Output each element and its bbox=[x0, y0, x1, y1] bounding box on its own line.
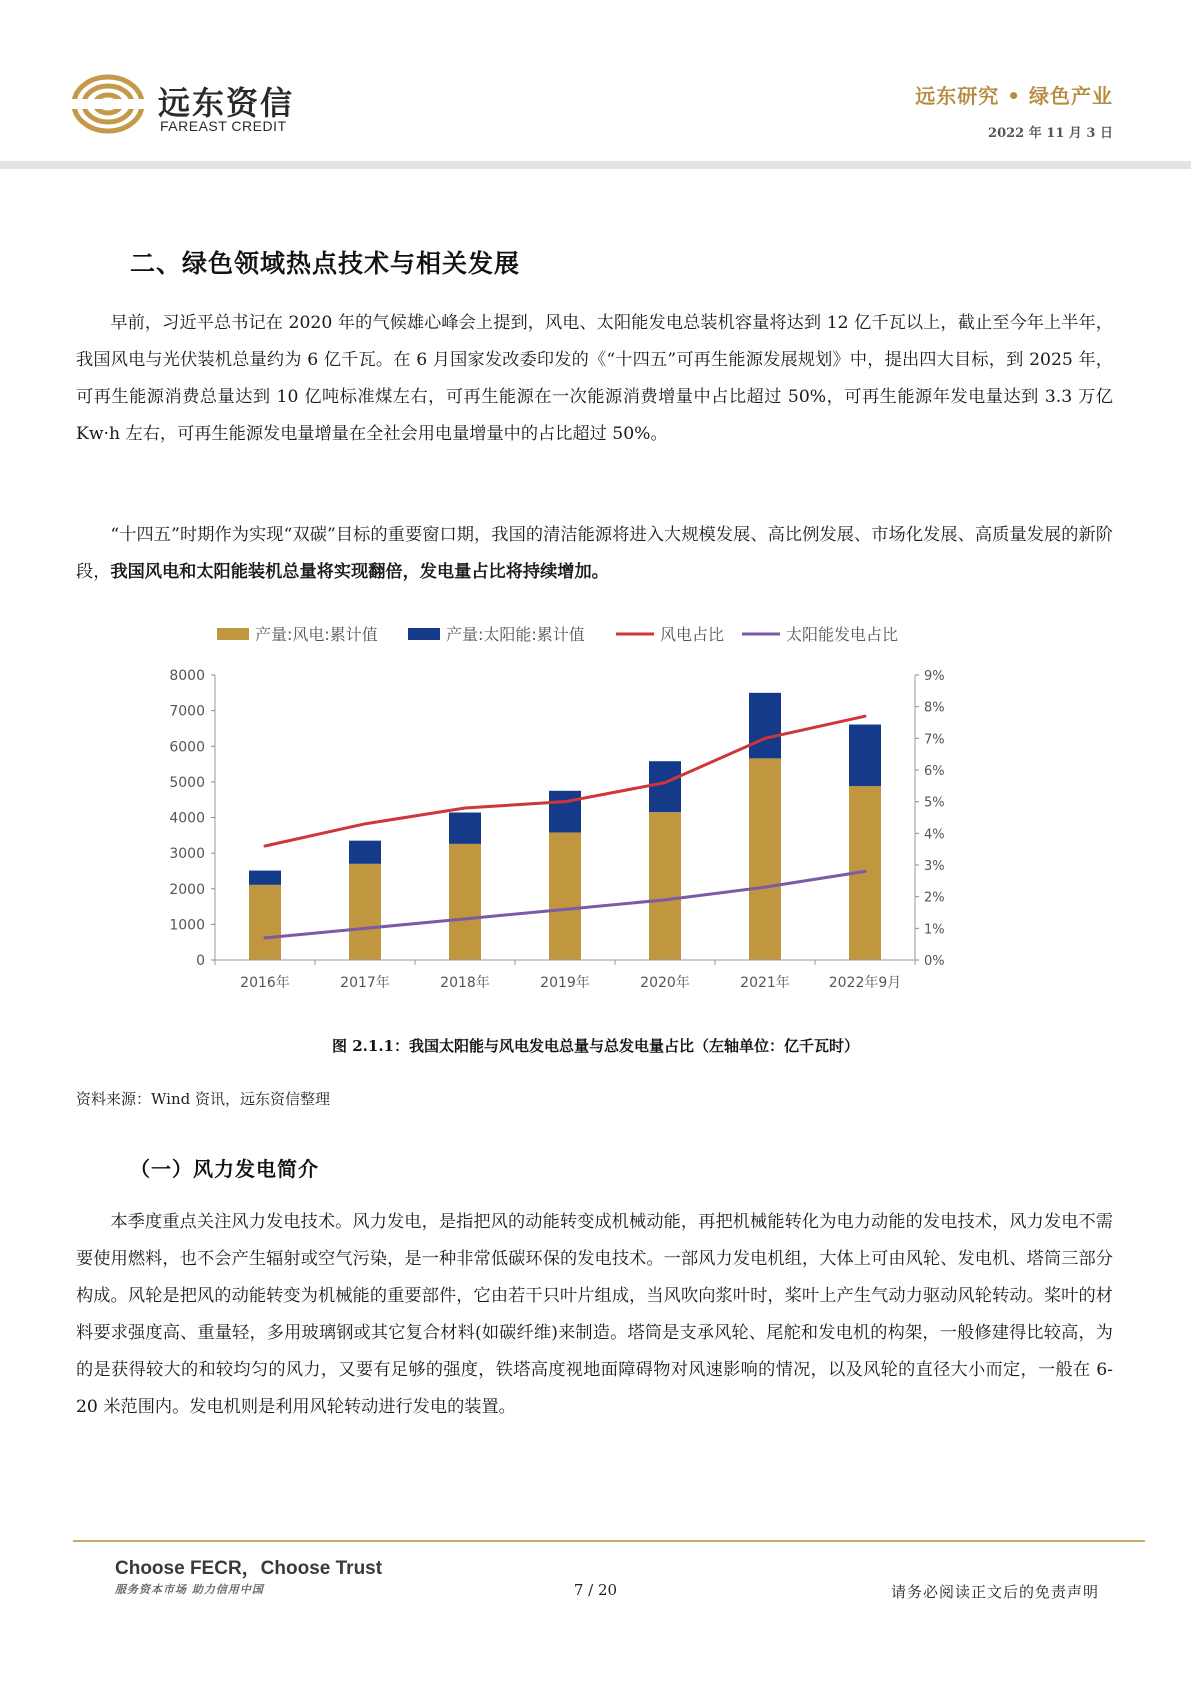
legend-swatch bbox=[408, 628, 440, 640]
paragraph-fourteenth-plan bbox=[76, 517, 1113, 591]
x-tick-label: 2017年 bbox=[340, 975, 390, 991]
y-tick-label: 8000 bbox=[169, 668, 205, 684]
footer-divider bbox=[73, 1540, 1145, 1542]
section-title: 二、绿色领域热点技术与相关发展 bbox=[130, 249, 521, 278]
x-tick-label: 2019年 bbox=[540, 975, 590, 991]
legend-label: 产量:风电:累计值 bbox=[255, 625, 378, 644]
report-series-title: 远东研究 • 绿色产业 bbox=[915, 84, 1113, 108]
y-tick-label: 1000 bbox=[169, 917, 205, 934]
x-tick-label: 2016年 bbox=[240, 975, 290, 991]
y2-tick-label: 7% bbox=[924, 732, 945, 748]
brand-name-en: FAREAST CREDIT bbox=[160, 118, 287, 134]
y2-tick-label: 1% bbox=[924, 922, 945, 938]
y-tick-label: 2000 bbox=[169, 881, 205, 898]
y2-tick-label: 4% bbox=[924, 827, 945, 843]
y2-tick-label: 0% bbox=[924, 954, 945, 969]
footer-slogan: Choose FECR，Choose Trust bbox=[115, 1558, 383, 1579]
bar bbox=[649, 812, 681, 960]
bar bbox=[449, 813, 481, 844]
bar bbox=[549, 791, 581, 833]
paragraph-text: “十四五”时期作为实现“双碳”目标的重要窗口期，我国的清洁能源将进入大规模发展、高比例发展、市场化发展、高质量发展的新阶段， bbox=[76, 525, 1113, 582]
figure-source: 资料来源：Wind 资讯，远东资信整理 bbox=[76, 1090, 330, 1108]
bar bbox=[249, 871, 281, 885]
legend-label: 风电占比 bbox=[660, 625, 725, 644]
bar bbox=[349, 864, 381, 960]
bar bbox=[849, 725, 881, 787]
y-tick-label: 6000 bbox=[169, 739, 205, 756]
bar bbox=[449, 844, 481, 960]
bar bbox=[349, 841, 381, 864]
x-tick-label: 2018年 bbox=[440, 975, 490, 991]
bar bbox=[249, 885, 281, 960]
x-tick-label: 2021年 bbox=[740, 975, 790, 991]
page-number: 7 / 20 bbox=[573, 1581, 618, 1599]
y2-tick-label: 3% bbox=[924, 859, 945, 874]
header-divider bbox=[0, 161, 1191, 169]
bar bbox=[749, 758, 781, 960]
paragraph-intro: 早前，习近平总书记在 2020 年的气候雄心峰会上提到，风电、太阳能发电总装机容量将达到 12 亿千瓦以上，截止至今年上半年，我国风电与光伏装机总量约为 6 亿千瓦。在 6 月国家发改委印发的《“十四五”可再生能源发展规划》中，提出四大目标，到 2025 年，可再生能源消费总量达到 10 亿吨标准煤左右，可再生能源在一次能源消费增量中占比超过 50%，可再生能源年发电量达到 3.3 万亿 Kw·h 左右，可再生能源发电量增量在全社会用电量增量中的占比超过 50%。 bbox=[76, 313, 1113, 444]
x-tick-label: 2020年 bbox=[640, 975, 690, 991]
y2-tick-label: 9% bbox=[924, 669, 945, 684]
bar bbox=[749, 693, 781, 759]
y-tick-label: 3000 bbox=[169, 846, 205, 863]
legend-label: 太阳能发电占比 bbox=[786, 625, 899, 644]
y-tick-label: 4000 bbox=[169, 810, 205, 827]
report-date: 2022 年 11 月 3 日 bbox=[988, 126, 1113, 141]
y2-tick-label: 5% bbox=[924, 795, 945, 811]
y2-tick-label: 2% bbox=[924, 890, 945, 906]
y-tick-label: 5000 bbox=[169, 774, 205, 791]
subsection-title: （一）风力发电简介 bbox=[130, 1157, 319, 1181]
x-tick-label: 2022年9月 bbox=[828, 975, 902, 991]
y-tick-label: 7000 bbox=[169, 703, 205, 720]
figure-caption: 图 2.1.1：我国太阳能与风电发电总量与总发电量占比（左轴单位：亿千瓦时） bbox=[332, 1037, 859, 1055]
y2-tick-label: 6% bbox=[924, 764, 945, 779]
wind-solar-generation-chart bbox=[160, 615, 1040, 1020]
legend-swatch bbox=[217, 628, 249, 640]
paragraph-bold-conclusion: 我国风电和太阳能装机总量将实现翻倍，发电量占比将持续增加。 bbox=[110, 562, 609, 582]
legend-label: 产量:太阳能:累计值 bbox=[446, 625, 585, 644]
footer-subslogan: 服务资本市场 助力信用中国 bbox=[115, 1583, 264, 1596]
y2-tick-label: 8% bbox=[924, 700, 945, 716]
paragraph-wind-power: 本季度重点关注风力发电技术。风力发电，是指把风的动能转变成机械动能，再把机械能转化为电力动能的发电技术，风力发电不需要使用燃料，也不会产生辐射或空气污染，是一种非常低碳环保的发电技术。一部风力发电机组，大体上可由风轮、发电机、塔筒三部分构成。风轮是把风的动能转变为机械能的重要部件，它由若干只叶片组成，当风吹向浆叶时，桨叶上产生气动力驱动风轮转动。桨叶的材料要求强度高、重量轻，多用玻璃钢或其它复合材料(如碳纤维)来制造。塔筒是支承风轮、尾舵和发电机的构架，一般修建得比较高，为的是获得较大的和较均匀的风力，又要有足够的强度，铁塔高度视地面障碍物对风速影响的情况，以及风轮的直径大小而定，一般在 6-20 米范围内。发电机则是利用风轮转动进行发电的装置。 bbox=[76, 1212, 1113, 1417]
bar bbox=[549, 832, 581, 960]
brand-name-cn: 远东资信 bbox=[158, 84, 295, 122]
bar bbox=[649, 761, 681, 812]
fareast-credit-logo-icon bbox=[70, 72, 146, 136]
y-tick-label: 0 bbox=[196, 953, 205, 969]
footer-disclaimer: 请务必阅读正文后的免责声明 bbox=[890, 1583, 1099, 1601]
